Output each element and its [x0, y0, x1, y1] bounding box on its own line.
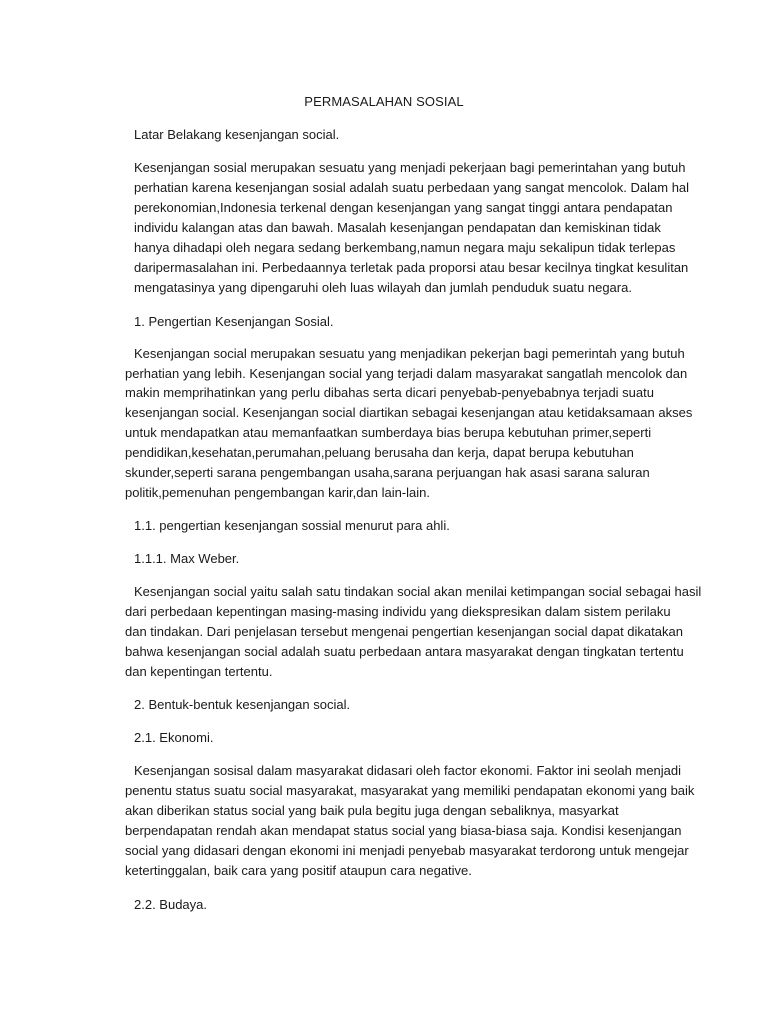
- paragraph-line: skunder,seperti sarana pengembangan usaha,sarana perjuangan hak asasi sarana saluran: [125, 465, 650, 480]
- section-heading-max-weber: 1.1.1. Max Weber.: [134, 551, 240, 566]
- paragraph-line: pendidikan,kesehatan,perumahan,peluang berusaha dan kerja, dapat berupa kebutuhan: [125, 445, 634, 460]
- paragraph-line: perhatian yang lebih. Kesenjangan social yang terjadi dalam masyarakat sangatlah mencolok dan: [125, 366, 688, 381]
- section-heading-pengertian: 1. Pengertian Kesenjangan Sosial.: [134, 314, 334, 329]
- paragraph-line: Kesenjangan social merupakan sesuatu yang menjadikan pekerjan bagi pemerintah yang butuh: [134, 346, 685, 361]
- paragraph-line: Kesenjangan social yaitu salah satu tindakan social akan menilai ketimpangan social sebagai hasil: [134, 584, 702, 599]
- section-heading-ekonomi: 2.1. Ekonomi.: [134, 730, 214, 745]
- page-title: PERMASALAHAN SOSIAL: [304, 94, 464, 109]
- paragraph-line: Kesenjangan sosial merupakan sesuatu yang menjadi pekerjaan bagi pemerintahan yang butuh: [134, 160, 686, 175]
- paragraph-line: akan diberikan status social yang baik pula begitu juga dengan sebaliknya, masyarkat: [125, 803, 619, 818]
- paragraph-line: individu kalangan atas dan bawah. Masalah kesenjangan pendapatan dan kemiskinan tidak: [134, 220, 661, 235]
- paragraph-line: dan kepentingan tertentu.: [125, 664, 273, 679]
- paragraph-line: penentu status suatu social masyarakat, masyarakat yang memiliki pendapatan ekonomi yang baik: [125, 783, 695, 798]
- paragraph-line: bahwa kesenjangan social adalah suatu perbedaan antara masyarakat dengan tingkatan tertentu: [125, 644, 684, 659]
- paragraph-line: makin memprihatinkan yang perlu dibahas serta dicari penyebab-penyebabnya terjadi suatu: [125, 385, 654, 400]
- paragraph-line: perekonomian,Indonesia terkenal dengan kesenjangan yang sangat tinggi antara pendapatan: [134, 200, 673, 215]
- paragraph-line: daripermasalahan ini. Perbedaannya terletak pada proporsi atau besar kecilnya tingkat kesulitan: [134, 260, 689, 275]
- section-heading-budaya: 2.2. Budaya.: [134, 897, 207, 912]
- paragraph-line: mengatasinya yang dipengaruhi oleh luas wilayah dan jumlah penduduk suatu negara.: [134, 280, 632, 295]
- section-heading-latar-belakang: Latar Belakang kesenjangan social.: [134, 127, 340, 142]
- paragraph-line: ketertinggalan, baik cara yang positif ataupun cara negative.: [125, 863, 472, 878]
- paragraph-line: kesenjangan social. Kesenjangan social diartikan sebagai kesenjangan atau ketidaksamaan akses: [125, 405, 693, 420]
- paragraph-line: hanya dihadapi oleh negara sedang berkembang,namun negara maju sekalipun tidak terlepas: [134, 240, 676, 255]
- section-heading-bentuk: 2. Bentuk-bentuk kesenjangan social.: [134, 697, 351, 712]
- section-heading-para-ahli: 1.1. pengertian kesenjangan sossial menurut para ahli.: [134, 518, 450, 533]
- paragraph-line: dari perbedaan kepentingan masing-masing individu yang diekspresikan dalam sistem perilaku: [125, 604, 671, 619]
- paragraph-line: Kesenjangan sosisal dalam masyarakat didasari oleh factor ekonomi. Faktor ini seolah menjadi: [134, 763, 682, 778]
- paragraph-line: perhatian karena kesenjangan sosial adalah suatu perbedaan yang sangat mencolok. Dalam hal: [134, 180, 690, 195]
- paragraph-line: untuk mendapatkan atau memanfaatkan sumberdaya bias berupa kebutuhan primer,seperti: [125, 425, 652, 440]
- paragraph-line: berpendapatan rendah akan mendapat status social yang biasa-biasa saja. Kondisi kesenjangan: [125, 823, 682, 838]
- paragraph-line: social yang didasari dengan ekonomi ini menjadi penyebab masyarakat terdorong untuk mengejar: [125, 843, 689, 858]
- paragraph-line: politik,pemenuhan pengembangan karir,dan lain-lain.: [125, 485, 430, 500]
- paragraph-line: dan tindakan. Dari penjelasan tersebut mengenai pengertian kesenjangan social dapat dikatakan: [125, 624, 683, 639]
